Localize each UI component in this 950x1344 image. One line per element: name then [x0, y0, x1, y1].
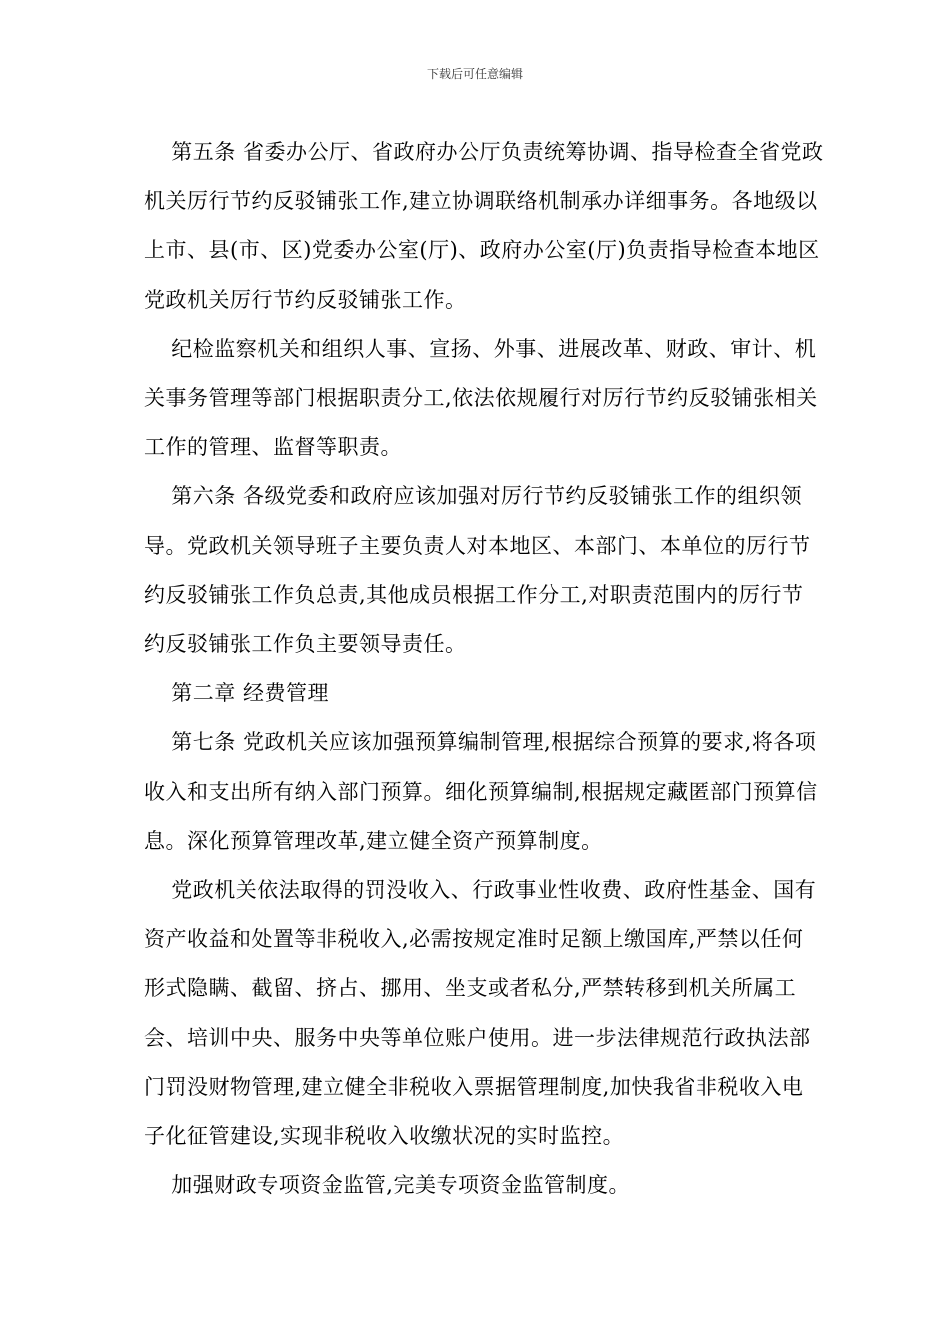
paragraph-special-funds: 加强财政专项资金监管,完美专项资金监管制度。: [171, 1173, 630, 1198]
chapter-heading: 第二章 经费管理: [171, 681, 329, 706]
paragraph-article-6: 第六条 各级党委和政府应该加强对厉行节约反驳铺张工作的组织领导。党政机关领导班子主要负责人对本地区、本部门、本单位的厉行节约反驳铺张工作负总责,其他成员根据工作分工,对职责范围内的厉行节约反驳铺张工作负主要领导责任。: [144, 484, 811, 657]
paragraph-article-7: 第七条 党政机关应该加强预算编制管理,根据综合预算的要求,将各项收入和支出所有纳入部门预算。细化预算编制,根据规定藏匿部门预算信息。深化预算管理改革,建立健全资产预算制度。: [144, 730, 818, 853]
paragraph-supervision-duties: 纪检监察机关和组织人事、宣扬、外事、进展改革、财政、审计、机关事务管理等部门根据职责分工,依法依规履行对厉行节约反驳铺张相关工作的管理、监督等职责。: [144, 336, 818, 460]
paragraph-article-5: 第五条 省委办公厅、省政府办公厅负责统筹协调、指导检查全省党政机关厉行节约反驳铺张工作,建立协调联络机制承办详细事务。各地级以上市、县(市、区)党委办公室(厅)、政府办公室(厅)负责指导检查本地区党政机关厉行节约反驳铺张工作。: [144, 140, 824, 312]
page-header: 下载后可任意编辑: [426, 67, 523, 81]
document-body: [144, 128, 824, 1210]
paragraph-non-tax-revenue: 党政机关依法取得的罚没收入、行政事业性收费、政府性基金、国有资产收益和处置等非税收入,必需按规定准时足额上缴国库,严禁以任何形式隐瞒、截留、挤占、挪用、坐支或者私分,严禁转移到机关所属工会、培训中央、服务中央等单位账户使用。进一步法律规范行政执法部门罚没财物管理,建立健全非税收入票据管理制度,加快我省非税收入电子化征管建设,实现非税收入收缴状况的实时监控。: [144, 878, 817, 1149]
